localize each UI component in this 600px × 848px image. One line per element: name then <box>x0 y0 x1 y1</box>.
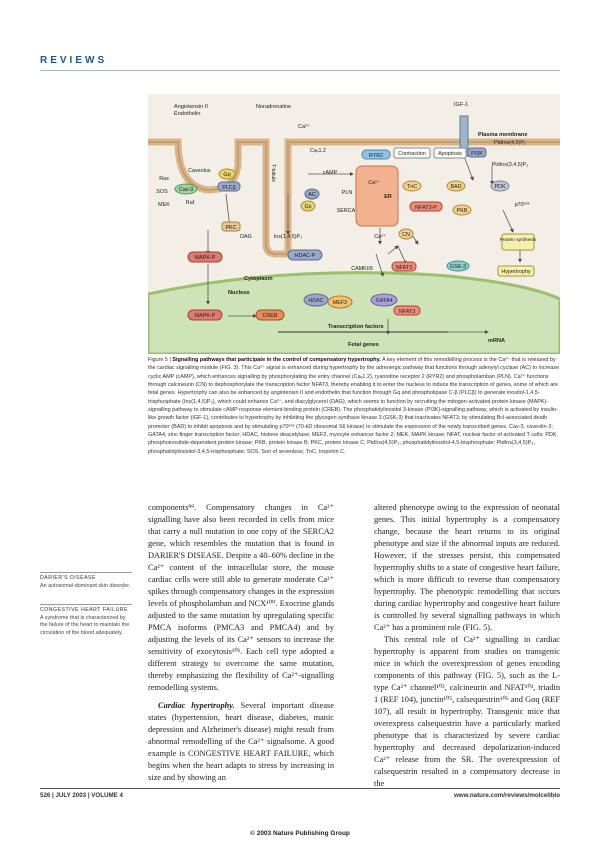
body-column-1 <box>148 502 334 784</box>
caption-label: Figure 5 | <box>148 357 171 363</box>
footer-right: www.nature.com/reviews/molcellbio <box>453 792 560 799</box>
label-igf: IGF-1 <box>454 102 469 108</box>
node-creb: CREB <box>262 313 278 319</box>
paragraph: altered phenotype owing to the expression of neonatal genes. This initial hypertrophy is a compensatory change, because the heart returns to its original phenotype and size if the abnormal inputs are reduced. However, if the stresses persist, this compensated hypertrophy shifts to a state of congestive heart failure, which is more difficult to reverse than compensatory hypertrophy. The phenotypic remodelling that occurs during cardiac hypertrophy and congestive heart failure is controlled by several signalling pathways in which Ca²⁺ has a prominent role (FIG. 5). <box>374 503 560 632</box>
node-ca-mid: Ca²⁺ <box>374 234 386 240</box>
node-mef2: MEF2 <box>332 300 348 306</box>
label-transcription-factors: Transcription factors <box>328 324 384 330</box>
node-pkc: PKC <box>225 225 237 231</box>
plasma-membrane-shape <box>148 142 560 254</box>
label-endothelin: Endothelin <box>174 111 201 117</box>
node-raf: Raf <box>185 200 195 206</box>
node-pi3k: PI3K <box>471 151 483 157</box>
label-ttubule: T-tubule <box>270 164 276 183</box>
label-fetal-genes: Fetal genes <box>348 342 379 348</box>
node-bad: BAD <box>450 184 462 190</box>
figure-caption <box>148 356 560 456</box>
node-sos: SOS <box>156 189 168 195</box>
node-camp: cAMP <box>322 170 338 176</box>
node-ac: AC <box>308 192 316 198</box>
node-apoptosis: Apoptosis <box>438 151 462 157</box>
node-hdacp: HDAC-P <box>294 253 316 259</box>
node-gs: Gs <box>304 204 312 210</box>
node-serca: SERCA <box>336 208 356 214</box>
node-cav12: Caᵥ1.2 <box>309 148 327 154</box>
label-angiotensin: Angiotensin II <box>174 104 208 110</box>
node-cn: CN <box>402 232 410 238</box>
pathway-diagram <box>148 94 560 354</box>
paragraph: This central role of Ca²⁺ signalling in cardiac hypertrophy is apparent from studies on transgenic mice in which the overexpression of genes encoding components of this pathway (FIG. 5), such as the L-type Ca²⁺ channel¹⁰², calcineurin and NFAT¹⁰³, triadin 1 (REF 104), junctin¹⁰⁵, calsequestrin¹⁰⁶ and Gαq (REF 107), all result in hypertrophy. Transgenic mice that overexpress calsequestrin have a particularly marked phenotype that is characterized by severe cardiac hypertrophy and decreased depolarization-induced Ca²⁺ release from the SR. The overexpression of calsequestrin resulted in a compensatory decrease in the <box>374 635 560 788</box>
node-gsk3: GSK-3 <box>449 264 467 270</box>
caption-title: Signalling pathways that participate in the control of compensatory hypertrophy. <box>172 357 381 363</box>
body-column-2 <box>374 502 560 790</box>
node-gq: Gq <box>223 172 231 178</box>
node-mapkp-nuc: MAPK-P <box>194 313 216 319</box>
margin-term: CONGESTIVE HEART FAILURE <box>40 607 128 613</box>
node-p70: p70ˢ⁶ᵏ <box>514 202 530 208</box>
margin-rule-1 <box>40 572 132 573</box>
paragraph <box>148 700 334 784</box>
node-tnc: TnC <box>406 184 418 190</box>
node-contraction: Contraction <box>398 151 426 157</box>
node-pln: PLN <box>341 190 353 196</box>
node-gata4: GATA4 <box>375 298 393 304</box>
node-mapkp-top: MAPK-P <box>194 255 216 261</box>
node-ras: Ras <box>159 176 169 182</box>
label-noradrenaline: Noradrenaline <box>256 104 292 110</box>
node-ryr2: RYR2 <box>368 153 384 159</box>
node-pkb: PKB <box>456 208 468 214</box>
margin-def: An autosomal-dominant skin disorder. <box>40 582 131 589</box>
node-camkii: CAMKIIδ <box>351 266 373 272</box>
margin-note-chf <box>40 607 132 637</box>
node-ins: Ins(1,4,5)P₃ <box>273 234 303 240</box>
node-ptdins45: PtdIns(4,5)P₂ <box>493 140 527 146</box>
node-nfat3p-top: NFAT3-P <box>415 205 437 211</box>
copyright: © 2003 Nature Publishing Group <box>250 830 350 837</box>
caption-text: A key element of this remodelling process is the Ca²⁺ that is released by the cardiac signalling module (FIG. 3). This Ca²⁺ signal is enhanced during hypertrophy by the adrenergic pathway that functions through adenylyl cyclase (AC) to increase cyclic AMP (cAMP), which enhances signalling by phosphorylating the entry channel (Caᵥ1.2), ryanodine receptor 2 (RYR2) and phospholamban (PLN). Ca²⁺ functions through calcineurin (CN) to dephosphorylate the transcription factor NFAT3, thereby enabling it to enter the nucleus to induce the transcription of genes, some of which are fetal genes. Hypertrophy can also be enhanced by angiotensin II and endothelin that function through Gq and phospholipase C-β (PLCβ) to generate inositol-1,4,5-trisphosphate (Ins(1,4,5)P₃), which could enhance Ca²⁺, and diacylglycerol (DAG), which seems to function by recruiting the mitogen-activated protein kinase (MAPK)-signalling pathway to stimulate cAMP response element-binding protein (CREB). The phosphatidylinositol 3-kinase (PI3K)-signalling pathway, which is activated by insulin-like growth factor (IGF-1), contributes to hypertrophy by inhibiting the glycogen synthase kinase 3 (GSK-3) that inactivates NFAT3; by stimulating Bcl-associated death promoter (BAD) to inhibit apoptosis and by stimulating p70ˢ⁶ᵏ (70-kD ribosomal S6 kinase) to stimulate the expression of the newly transcribed genes. Cav-3, caveolin-3; GATA4, zinc-finger transcription factor; HDAC, histone deacetylase; MEF2, myocyte enhancer factor 2; MEK, MAPK kinase; NFAT, nuclear factor of activated T cells; PDK, phosphoinositide-dependent protein kinase; PKB, protein kinase B; PKC, protein kinase C; PtdIns(4,5)P₂, phosphatidylinositol-4,5-bisphosphate; PtdIns(3,4,5)P₃, phosphatidylinositol-3,4,5-trisphosphate; SOS, Son of sevenless; TnC, troponin C. <box>148 357 560 455</box>
label-mrna: mRNA <box>488 338 506 344</box>
node-hdac: HDAC <box>308 298 324 304</box>
node-pdk: PDK <box>494 184 506 190</box>
label-cytoplasm: Cytoplasm <box>244 276 273 282</box>
footer-rule <box>40 788 560 789</box>
footer-left: 526 | JULY 2003 | VOLUME 4 <box>40 792 123 799</box>
label-plasma-membrane: Plasma membrane <box>478 132 528 138</box>
header-rule <box>40 70 560 71</box>
node-cav3: Cav-3 <box>178 187 194 193</box>
paragraph-text: Several important disease states (hypertension, heart disease, diabetes, manic depression and Alzheimer's disease) might result from abnormal remodelling of the Ca²⁺ signalsome. A good example is CONGESTIVE HEART FAILURE, which begins when the heart adapts to stress by increasing in size and by showing an <box>148 701 334 782</box>
node-dag: DAG <box>240 234 252 240</box>
label-caveolus: Caveolus <box>188 168 211 174</box>
node-plcb: PLCβ <box>222 185 236 191</box>
margin-def: A syndrome that is characterized by the failure of the heart to maintain the circulation of the blood adequately. <box>40 614 130 636</box>
node-nfat3-nuc: NFAT3 <box>398 309 416 315</box>
node-hypertrophy: Hypertrophy <box>501 269 531 275</box>
node-protein-synthesis: Protein synthesis <box>499 238 537 243</box>
margin-rule-2 <box>40 604 132 605</box>
node-er-ca: Ca²⁺ <box>368 180 380 186</box>
paragraph: components⁹⁹. Compensatory changes in Ca²⁺ signalling have also been recorded in cells from mice that carry a null mutation in one copy of the SERCA2 gene, which resembles the mutation that is found in DARIER'S DISEASE. Despite a 40–60% decline in the Ca²⁺ content of the intracellular store, the mouse cardiac cells were still able to generate moderate Ca²⁺ spikes through compensatory changes in the expression levels of phospholamban and NCX¹⁰⁰. Exocrine glands adjusted to the same mutation by upregulating specific PMCA isoforms (PMCA3 and PMCA4) and by adjusting the levels of its Ca²⁺ sensors to increase the sensitivity of exocytosis¹⁰¹. Each cell type adopted a different strategy to overcome the same mutation, thereby emphasizing the flexibility of Ca²⁺-signalling remodelling systems. <box>148 503 334 692</box>
node-er: ER <box>384 194 392 200</box>
label-nucleus: Nucleus <box>228 290 250 296</box>
node-ptdins345: PtdIns(3,4,5)P₃ <box>491 162 529 168</box>
margin-term: DARIER'S DISEASE <box>40 575 96 581</box>
figure-5 <box>148 94 560 354</box>
subheading: Cardiac hypertrophy. <box>158 701 235 710</box>
section-header: REVIEWS <box>40 55 108 66</box>
label-ca-top: Ca²⁺ <box>298 124 310 130</box>
node-nfat3-mid: NFAT3 <box>395 265 413 271</box>
margin-note-darier <box>40 575 132 590</box>
node-mek: MEK <box>158 202 170 208</box>
